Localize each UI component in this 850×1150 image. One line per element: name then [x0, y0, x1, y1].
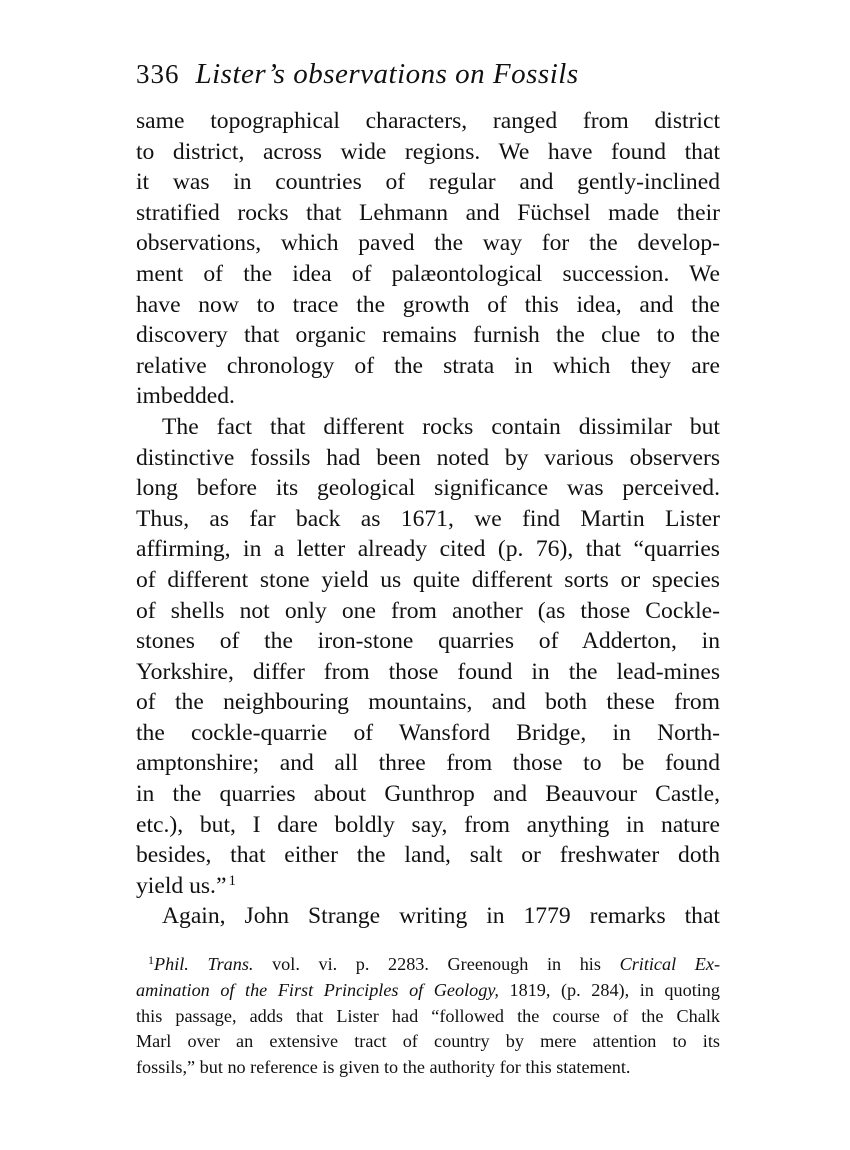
footnote-mark: 1	[148, 953, 154, 968]
paragraph	[136, 901, 720, 932]
text-line: long before its geological significance was perceived.	[136, 475, 720, 502]
body-text	[136, 106, 720, 932]
text-line: to district, across wide regions. We have found that	[136, 138, 720, 165]
citation-journal: Phil. Trans.	[154, 954, 254, 975]
footnote-line	[136, 952, 720, 978]
text-line: of the neighbouring mountains, and both these from	[136, 689, 720, 716]
text-line: stratified rocks that Lehmann and Füchsel made their	[136, 199, 720, 226]
footnote-line: fossils,” but no reference is given to the authority for this statement.	[136, 1057, 631, 1078]
citation-title: Critical Ex-	[619, 954, 720, 975]
text-line: in the quarries about Gunthrop and Beauvour Castle,	[136, 781, 720, 808]
text-line	[136, 871, 720, 902]
text-line: amptonshire; and all three from those to be found	[136, 750, 720, 777]
citation-title: amination of the First Principles of Geology,	[136, 979, 499, 1000]
text-line: ment of the idea of palæontological succession. We	[136, 260, 720, 287]
text-line: stones of the iron-stone quarries of Adderton, in	[136, 628, 720, 655]
text-line: it was in countries of regular and gently-inclined	[136, 169, 720, 196]
text-line: The fact that different rocks contain dissimilar but	[162, 413, 720, 440]
text-line: same topographical characters, ranged from district	[136, 108, 720, 134]
footnote-line	[136, 978, 720, 1004]
text-line: besides, that either the land, salt or freshwater doth	[136, 842, 720, 869]
text-line: Thus, as far back as 1671, we find Martin Lister	[136, 505, 720, 532]
text-line: distinctive fossils had been noted by various observers	[136, 444, 720, 471]
text-line: of shells not only one from another (as those Cockle-	[136, 597, 720, 624]
text-line: observations, which paved the way for the develop-	[136, 230, 720, 257]
page-number: 336	[136, 59, 180, 89]
footnote-reference: 1	[228, 872, 236, 889]
text-line: affirming, in a letter already cited (p. 76), that “quarries	[136, 536, 720, 563]
text-line: the cockle-quarrie of Wansford Bridge, in North-	[136, 719, 720, 746]
text-line: Again, John Strange writing in 1779 remarks that	[162, 903, 720, 930]
footnote	[136, 952, 720, 1081]
text-line: imbedded.	[136, 383, 235, 410]
text-line: etc.), but, I dare boldly say, from anything in nature	[136, 811, 720, 838]
text-line: of different stone yield us quite different sorts or species	[136, 566, 720, 593]
footnote-line: Marl over an extensive tract of country by mere attention to its	[136, 1031, 720, 1052]
footnote-line: this passage, adds that Lister had “followed the course of the Chalk	[136, 1005, 720, 1026]
text-line: discovery that organic remains furnish the clue to the	[136, 322, 720, 349]
running-head	[136, 58, 720, 106]
footnote-text: vol. vi. p. 2283. Greenough in his	[253, 954, 620, 975]
text-line: relative chronology of the strata in which they are	[136, 352, 720, 379]
footnote-text: 1819, (p. 284), in quoting	[498, 979, 720, 1000]
text-line: have now to trace the growth of this idea, and the	[136, 291, 720, 318]
running-head-title: Lister’s observations on Fossils	[195, 58, 579, 90]
book-page	[136, 58, 720, 1081]
text-line-content: yield us.”	[136, 872, 227, 899]
paragraph	[136, 412, 720, 902]
paragraph	[136, 106, 720, 412]
text-line: Yorkshire, differ from those found in the lead-mines	[136, 658, 720, 685]
